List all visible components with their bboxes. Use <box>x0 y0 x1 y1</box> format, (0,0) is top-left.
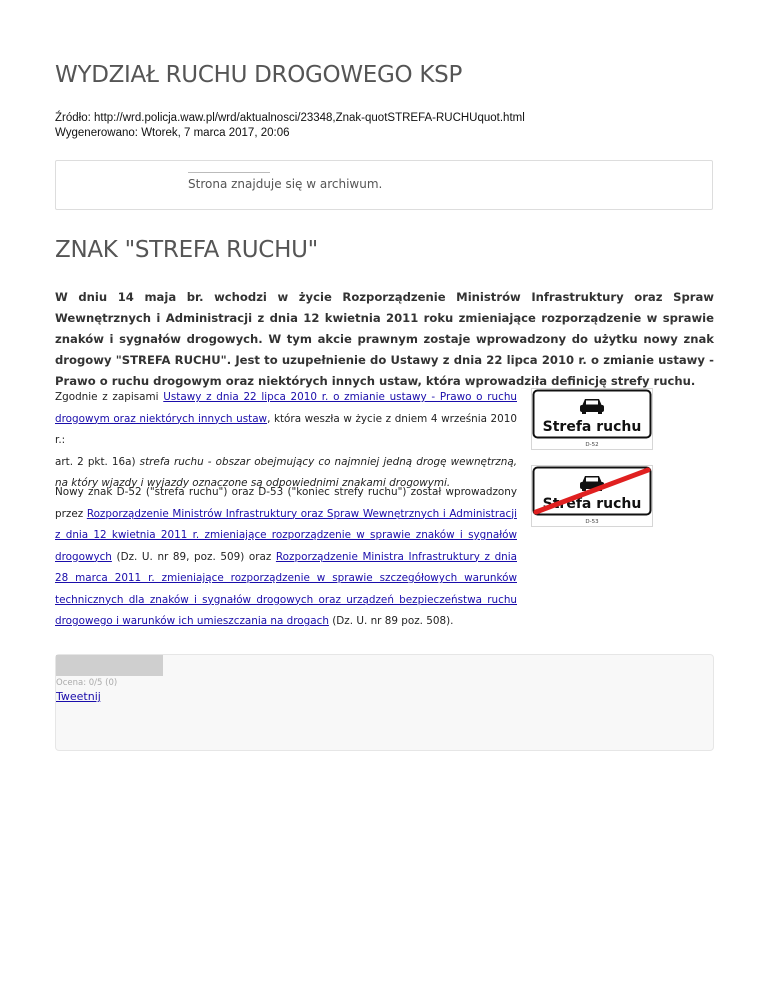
tweet-link[interactable]: Tweetnij <box>56 690 101 703</box>
archive-notice: Strona znajduje się w archiwum. <box>188 177 383 191</box>
social-box <box>55 654 714 751</box>
p1-text-before: Zgodnie z zapisami <box>55 391 164 403</box>
art-reference: art. 2 pkt. 16a) <box>55 455 140 468</box>
p2-text-before: Nowy znak D-52 ("strefa ruchu") oraz D-53 ("koniec strefy ruchu") został wprowadzony przez <box>55 486 517 520</box>
generated-date: Wygenerowano: Wtorek, 7 marca 2017, 20:06 <box>55 127 290 139</box>
archive-divider <box>188 172 270 173</box>
sign-d53-text: Strefa ruchu <box>542 496 642 512</box>
p2-text-after: (Dz. U. nr 89 poz. 508). <box>328 615 454 627</box>
sign-d52-graphic <box>532 389 652 449</box>
law-link-2010[interactable]: Ustawy z dnia 22 lipca 2010 r. o zmianie ustawy - Prawo o ruchu drogowym oraz niektórych innych ustaw <box>55 391 517 425</box>
print-meta <box>55 111 525 141</box>
sign-d52-text: Strefa ruchu <box>542 419 642 435</box>
article-paragraph-2 <box>55 482 517 633</box>
sign-d53-graphic <box>532 466 652 526</box>
sign-d52-code: D-52 <box>585 442 599 448</box>
article-lead: W dniu 14 maja br. wchodzi w życie Rozporządzenie Ministrów Infrastruktury oraz Spraw Wewnętrznych i Administracji z dnia 12 kwietnia 2011 roku zmieniające rozporządzenie w sprawie znaków i sygnałów drogowych. W tym akcie prawnym zostaje wprowadzony do użytku nowy znak drogowy "STREFA RUCHU". Jest to uzupełnienie do Ustawy z dnia 22 lipca 2010 r. o zmianie ustawy - Prawo o ruchu drogowym oraz niektórych innych ustaw, która wprowadziła definicję strefy ruchu. <box>55 290 714 388</box>
archive-notice-box <box>55 160 713 210</box>
sign-d53-image <box>531 465 653 527</box>
regulation-link-2[interactable]: Rozporządzenie Ministra Infrastruktury z dnia 28 marca 2011 r. zmieniające rozporządzenie w sprawie szczegółowych warunków technicznych dla znaków i sygnałów drogowych oraz urządzeń bezpieczeństwa ruchu drogowego i warunków ich umieszczania na drogach <box>55 550 517 627</box>
art-definition: strefa ruchu - obszar obejmujący co najmniej jedną drogę wewnętrzną, na który wjazdy i wyjazdy oznaczone są odpowiednimi znakami drogowymi. <box>55 455 517 489</box>
rating-widget[interactable] <box>56 655 163 676</box>
article-title: ZNAK "STREFA RUCHU" <box>55 237 318 263</box>
p1-text-after: , która weszła w życie z dniem 4 września 2010 r.: <box>55 412 518 446</box>
sign-d53-code: D-53 <box>585 519 599 525</box>
rating-text: Ocena: 0/5 (0) <box>56 678 118 688</box>
source-url: Źródło: http://wrd.policja.waw.pl/wrd/aktualnosci/23348,Znak-quotSTREFA-RUCHUquot.html <box>55 112 525 124</box>
article-paragraph-1 <box>55 387 517 495</box>
sign-d52-image <box>531 388 653 450</box>
p2-text-middle: (Dz. U. nr 89, poz. 509) oraz <box>111 550 276 563</box>
regulation-link-1[interactable]: Rozporządzenie Ministrów Infrastruktury oraz Spraw Wewnętrznych i Administracji z dnia 12 kwietnia 2011 r. zmieniające rozporządzenie w sprawie znaków i sygnałów drogowych <box>55 507 517 563</box>
site-title: WYDZIAŁ RUCHU DROGOWEGO KSP <box>55 62 463 88</box>
